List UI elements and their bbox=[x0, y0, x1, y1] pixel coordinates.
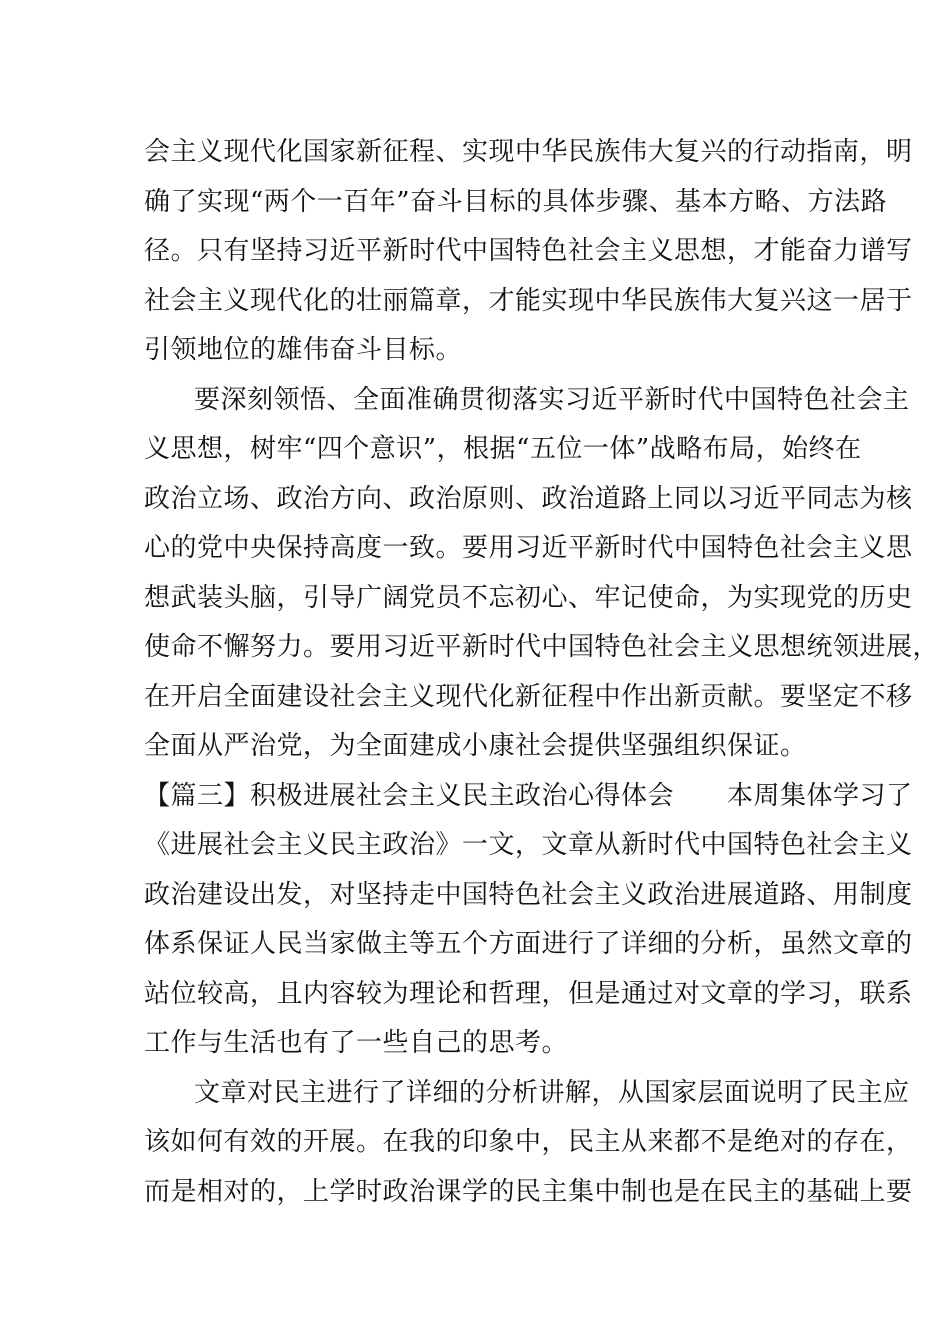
text-line: 径。只有坚持习近平新时代中国特色社会主义思想，才能奋力谱写 bbox=[144, 236, 913, 266]
text-line: 确了实现“两个一百年”奋斗目标的具体步骤、基本方略、方法路 bbox=[144, 186, 888, 217]
document-body bbox=[144, 128, 940, 1217]
text-line: 该如何有效的开展。在我的印象中，民主从来都不是绝对的存在， bbox=[144, 1127, 913, 1157]
text-line: 而是相对的，上学时政治课学的民主集中制也是在民主的基础上要 bbox=[144, 1176, 913, 1207]
text-line: 社会主义现代化的壮丽篇章，才能实现中华民族伟大复兴这一居于 bbox=[144, 285, 913, 316]
text-line: 使命不懈努力。要用习近平新时代中国特色社会主义思想统领进展， bbox=[144, 632, 940, 662]
text-line: 心的党中央保持高度一致。要用习近平新时代中国特色社会主义思 bbox=[144, 533, 913, 563]
text-line: 《进展社会主义民主政治》一文，文章从新时代中国特色社会主义 bbox=[144, 830, 913, 860]
text-line: 想武装头脑，引导广阔党员不忘初心、牢记使命，为实现党的历史 bbox=[144, 582, 913, 613]
text-line: 要深刻领悟、全面准确贯彻落实习近平新时代中国特色社会主 bbox=[194, 384, 910, 415]
text-line: 全面从严治党，为全面建成小康社会提供坚强组织保证。 bbox=[144, 731, 807, 761]
text-line: 引领地位的雄伟奋斗目标。 bbox=[144, 335, 463, 365]
text-line: 站位较高，且内容较为理论和哲理，但是通过对文章的学习，联系 bbox=[144, 978, 913, 1009]
text-line: 【篇三】积极进展社会主义民主政治心得体会 本周集体学习了 bbox=[144, 780, 913, 811]
text-line: 在开启全面建设社会主义现代化新征程中作出新贡献。要坚定不移 bbox=[144, 681, 913, 712]
text-line: 体系保证人民当家做主等五个方面进行了详细的分析，虽然文章的 bbox=[144, 929, 913, 959]
text-line: 义思想，树牢“四个意识”，根据“五位一体”战略布局，始终在 bbox=[144, 434, 862, 464]
text-line: 会主义现代化国家新征程、实现中华民族伟大复兴的行动指南，明 bbox=[144, 137, 913, 167]
text-line: 政治建设出发，对坚持走中国特色社会主义政治进展道路、用制度 bbox=[144, 879, 913, 910]
text-line: 文章对民主进行了详细的分析讲解，从国家层面说明了民主应 bbox=[194, 1077, 910, 1108]
text-line: 政治立场、政治方向、政治原则、政治道路上同以习近平同志为核 bbox=[144, 483, 913, 514]
text-line: 工作与生活也有了一些自己的思考。 bbox=[144, 1028, 569, 1058]
